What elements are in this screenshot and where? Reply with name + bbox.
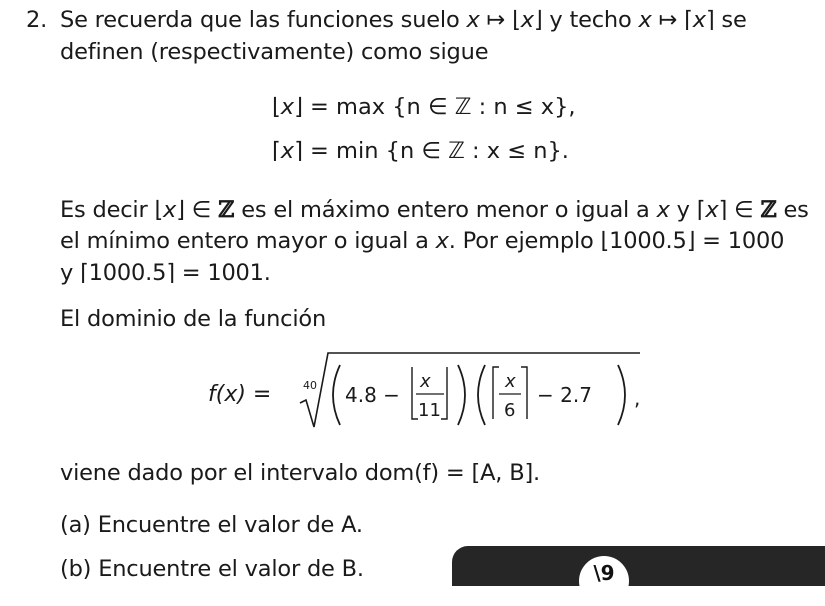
overlay-badge[interactable]: \9 xyxy=(579,556,629,606)
part-a: (a) Encuentre el valor de A. xyxy=(60,512,363,538)
domain-intro: El dominio de la función xyxy=(60,306,327,332)
right-paren-2 xyxy=(618,365,625,425)
explain-line-3: y ⌈1000.5⌉ = 1001. xyxy=(60,260,271,286)
frac2-num: x xyxy=(505,371,516,392)
frac1-den: 11 xyxy=(418,400,441,421)
left-paren-2 xyxy=(478,365,485,425)
constant-2-7: − 2.7 xyxy=(537,383,592,407)
explain-line-2: el mínimo entero mayor o igual a x. Por ejemplo ⌊1000.5⌋ = 1000 xyxy=(60,228,785,254)
intro-line-2: definen (respectivamente) como sigue xyxy=(60,39,489,65)
f-lhs: f(x) = xyxy=(208,382,272,407)
ceil-definition: ⌈x⌉ = min {n ∈ ℤ : x ≤ n}. xyxy=(272,138,569,164)
left-paren-1 xyxy=(333,365,340,425)
interval-line: viene dado por el intervalo dom(f) = [A, B]. xyxy=(60,460,540,486)
floor-definition: ⌊x⌋ = max {n ∈ ℤ : n ≤ x}, xyxy=(272,94,576,120)
intro-line-1: Se recuerda que las funciones suelo x ↦ ⌊x⌋ y techo x ↦ ⌈x⌉ se xyxy=(60,7,747,33)
part-b: (b) Encuentre el valor de B. xyxy=(60,556,364,582)
right-paren-1 xyxy=(458,365,465,425)
root-index: 40 xyxy=(303,379,317,392)
problem-number: 2. xyxy=(26,7,48,33)
frac1-num: x xyxy=(420,371,431,392)
function-formula xyxy=(200,345,670,435)
frac2-den: 6 xyxy=(504,400,516,421)
constant-4-8: 4.8 − xyxy=(345,383,400,407)
explain-line-1: Es decir ⌊x⌋ ∈ ℤ es el máximo entero menor o igual a x y ⌈x⌉ ∈ ℤ es xyxy=(60,197,809,223)
bottom-overlay-panel[interactable] xyxy=(452,546,825,586)
svg-text:,: , xyxy=(634,386,641,410)
